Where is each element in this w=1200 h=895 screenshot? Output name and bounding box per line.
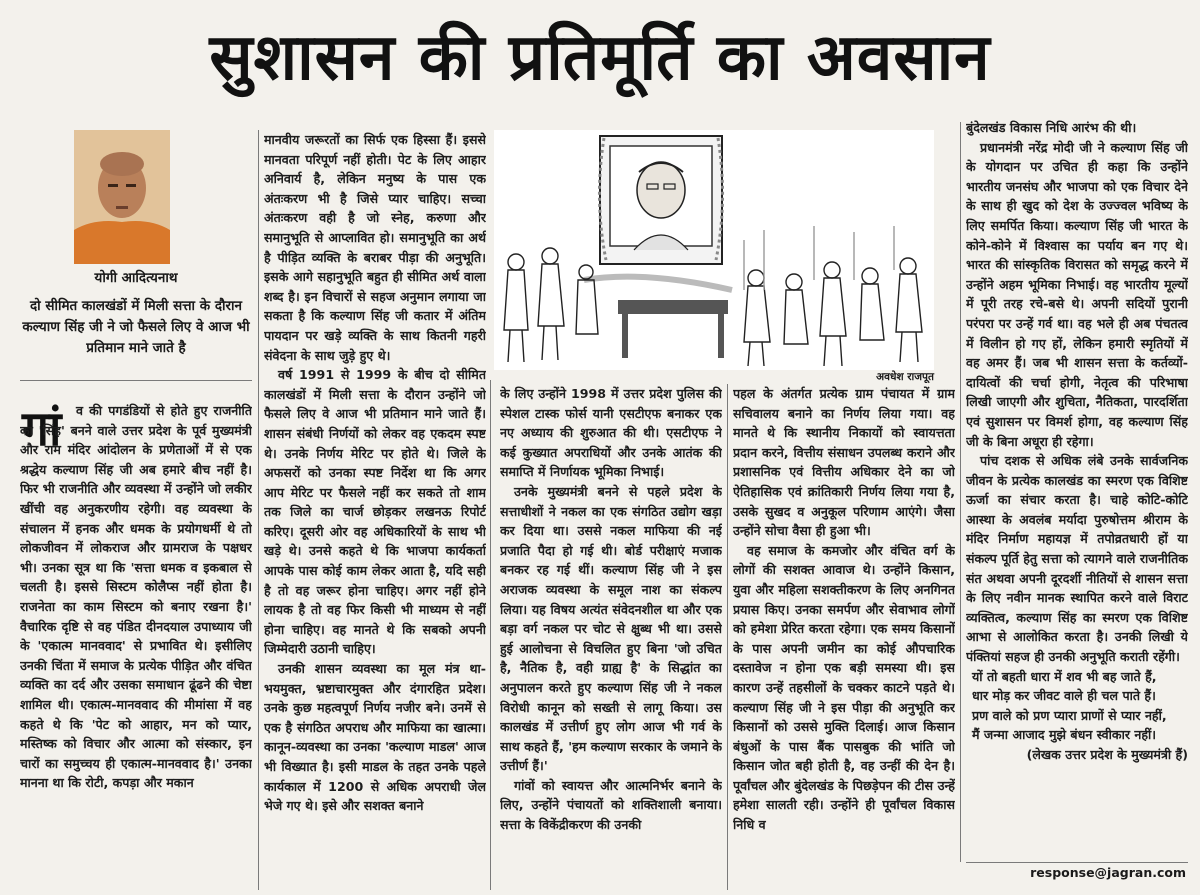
poem-line-3: प्रण वाले को प्रण प्यारा प्राणों से प्यार नहीं, xyxy=(972,707,1167,723)
illustration-credit: अवधेश राजपूत xyxy=(876,371,934,383)
column-5 xyxy=(966,118,1188,862)
col5-para-1: बुंदेलखंड विकास निधि आरंभ की थी। xyxy=(966,120,1137,135)
headline: सुशासन की प्रतिमूर्ति का अवसान xyxy=(209,21,991,95)
drop-cap: गां xyxy=(22,401,62,457)
poem-line-4: मैं जन्मा आजाद मुझे बंधन स्वीकार नहीं। xyxy=(972,727,1157,743)
col4-para-2: वह समाज के कमजोर और वंचित वर्ग के लोगों की सशक्त आवाज थे। उन्होंने किसान, युवा और महिला सशक्तीकरण के लिए अनगिनत प्रयास किए। उनका समर्पण और सेवाभाव लोगों को हमेशा प्रेरित करता रहेगा। एक समय किसानों के पास अपनी जमीन का कोई औपचारिक दस्तावेज न होना एक बड़ी समस्या थी। इस कारण उन्हें तहसीलों के चक्कर काटने पड़ते थे। कल्याण सिंह जी ने इस पीड़ा की अनुभूति कर किसानों को उससे मुक्ति दिलाई। आज किसान बंधुओं के पास बैंक पासबुक की भांति जो किसान जोत बही होती है, वह उन्हीं की देन है। पूर्वांचल और बुंदेलखंड के पिछड़ेपन की टीस उन्हें हमेशा सालती रही। उन्होंने ही पूर्वांचल विकास निधि व xyxy=(733,542,955,833)
response-email-link[interactable]: response@jagran.com xyxy=(1030,865,1186,880)
col1-para-1: व की पगडंडियों से होते हुए राजनीति का 'सिंह' बनने वाले उत्तर प्रदेश के पूर्व मुख्यमंत्री और राम मंदिर आंदोलन के प्रणेताओं में से एक श्रद्धेय कल्याण सिंह जी अब हमारे बीच नहीं है। फिर भी राजनीति और व्यवस्था में उन्होंने जो लकीर खींची वह अनुकरणीय रहेगी। वह व्यवस्था के संचालन में हनक और धमक के प्रयोगधर्मी थे तो लोकजीवन में लोकराज और ग्रामराज के पक्षधर भी। उनका सूत्र था कि 'सत्ता धमक व इकबाल से चलती है। इससे सिस्टम कोलैप्स नहीं होता है। राजनेता का काम सिस्टम को बनाए रखना है।' वैचारिक दृष्टि से वह पंडित दीनदयाल उपाध्याय जी के 'एकात्म मानववाद' से प्रभावित थे। इसीलिए उनकी चिंता में समाज के प्रत्येक पीड़ित और वंचित व्यक्ति का दर्द और उसका समाधान ढूंढने की चेष्टा शामिल थी। एकात्म-मानववाद की मीमांसा में वह कहते थे कि 'पेट को आहार, मन को प्यार, मस्तिष्क को विचार और आत्मा को संस्कार, इन चारों का समुच्चय ही एकात्म-मानववाद है।' उनका मानना था कि रोटी, कपड़ा और मकान xyxy=(20,403,252,791)
col2-para-2: वर्ष 1991 से 1999 के बीच दो सीमित कालखंडों में मिली सत्ता के दौरान उन्होंने जो फैसले लिए वे आज भी प्रतिमान माने जाते हैं। शासन संबंधी निर्णयों को लेकर वह एकदम स्पष्ट थे। उनके निर्णय मेरिट पर होते थे। जिले के अफसरों को उनका स्पष्ट निर्देश था कि अगर आप मेरिट पर फैसले नहीं कर सकते तो शाम तक जिले का चार्ज छोड़कर लखनऊ रिपोर्ट करिए। दूसरी ओर वह अधिकारियों के साथ भी खड़े थे। उनसे कहते थे कि भाजपा कार्यकर्ता आपके पास कोई काम लेकर आता है, यदि सही है तो वह जरूर होना चाहिए। अगर नहीं होने लायक है तो वह फिर किसी भी माध्यम से नहीं होना चाहिए। वह मानते थे कि सबको अपनी जिम्मेदारी उठानी चाहिए। xyxy=(264,367,486,657)
col3-para-1: के लिए उन्होंने 1998 में उत्तर प्रदेश पुलिस की स्पेशल टास्क फोर्स यानी एसटीएफ बनाकर एक नए अध्याय की शुरुआत की थी। एसटीएफ ने कई कुख्यात अपराधियों और उनके आतंक की समाप्ति में निर्णायक भूमिका निभाई। xyxy=(500,386,722,480)
col5-para-3: पांच दशक से अधिक लंबे उनके सार्वजनिक जीवन के प्रत्येक कालखंड का स्मरण एक विशिष्ट ऊर्जा का संचार करता है। चाहे कोटि-कोटि आस्था के अवलंब मर्यादा पुरुषोत्तम श्रीराम के मंदिर निर्माण महायज्ञ में तपोव्रतधारी हों या संकल्प पूर्ति हेतु सत्ता को त्यागने वाले राजनीतिक संत अथवा अपनी दूरदर्शी नीतियों से शासन सत्ता के लिए नवीन मानक स्थापित करने वाले विराट व्यक्तित्व, कल्याण सिंह का स्मरण एक विशिष्ट आभा से आलोकित करता है। उनकी लिखी ये पंक्तियां सहज ही उनकी अनुभूति कराती रहेंगी। xyxy=(966,453,1188,665)
column-4 xyxy=(733,384,955,892)
col3-para-2: उनके मुख्यमंत्री बनने से पहले प्रदेश के सत्ताधीशों ने नकल का एक संगठित उद्योग खड़ा कर दिया था। उससे नकल माफिया की नई प्रजाति पैदा हो गई थी। बोर्ड परीक्षाएं मजाक बनकर रह गई थीं। कल्याण सिंह जी ने इस अराजक व्यवस्था के समूल नाश का संकल्प लिया। यह विषय अत्यंत संवेदनशील था और एक बड़ा वर्ग नकल पर चोट से क्षुब्ध भी था। उससे हुई आलोचना से विचलित हुए बिना 'जो उचित है, नैतिक है, वही ग्राह्य है' के सिद्धांत का अनुपालन करते हुए कल्याण सिंह जी ने नकल विरोधी कानून को सख्ती से लागू किया। उस कालखंड में उत्तीर्ण हुए लोग आज भी गर्व के साथ कहते हैं, 'हम कल्याण सरकार के जमाने के उत्तीर्ण हैं।' xyxy=(500,483,722,774)
column-divider xyxy=(960,122,961,862)
poem-line-2: धार मोड़ कर जीवट वाले ही चल पाते हैं। xyxy=(972,688,1156,704)
strap-divider xyxy=(20,380,252,381)
column-divider xyxy=(490,380,491,890)
poem-line-1: यों तो बहती धारा में शव भी बह जाते हैं, xyxy=(972,668,1157,684)
col4-para-1: पहल के अंतर्गत प्रत्येक ग्राम पंचायत में ग्राम सचिवालय बनाने का निर्णय लिया गया। वह मानते थे कि स्थानीय निकायों को स्वायत्तता प्रदान करने, वित्तीय संसाधन उपलब्ध कराने और प्रशासनिक एवं वित्तीय अधिकार देने का जो ऐतिहासिक एवं क्रांतिकारी निर्णय लिया गया है, उसके सुखद व अनुकूल परिणाम आएंगे। जैसा उन्होंने सोचा वैसा ही हुआ भी। xyxy=(733,386,955,539)
column-divider xyxy=(727,384,728,890)
col3-para-3: गांवों को स्वायत्त और आत्मनिर्भर बनाने के लिए, उन्होंने पंचायतों को शक्तिशाली बनाया। सत्ता के विकेंद्रीकरण की उनकी xyxy=(500,777,722,833)
tribute-cartoon-icon xyxy=(494,130,934,370)
author-note: (लेखक उत्तर प्रदेश के मुख्यमंत्री हैं) xyxy=(1026,747,1188,762)
column-3 xyxy=(500,384,722,892)
author-photo xyxy=(74,130,170,264)
author-portrait-icon xyxy=(74,130,170,264)
article-strap: दो सीमित कालखंडों में मिली सत्ता के दौरान कल्याण सिंह जी ने जो फैसले लिए वे आज भी प्रतिमान माने जाते है xyxy=(22,298,250,356)
column-divider xyxy=(258,130,259,890)
col2-para-1: मानवीय जरूरतों का सिर्फ एक हिस्सा हैं। इससे मानवता परिपूर्ण नहीं होती। पेट के लिए आहार अनिवार्य है, लेकिन मनुष्य के पास एक अंतःकरण भी है जिसे प्यार चाहिए। सच्चा अंतःकरण वही है जो स्नेह, करुणा और समानुभूति से आप्लावित हो। समानुभूति का अर्थ है पीड़ित व्यक्ति के बराबर पीड़ा की अनुभूति। इसके आगे सहानुभूति बहुत ही सीमित अर्थ वाला शब्द है। इन विचारों से सहज अनुमान लगाया जा सकता है कि कल्याण सिंह जी कतार में अंतिम पायदान पर खड़े व्यक्ति के साथ कितनी गहरी संवेदना के साथ जुड़े हुए थे। xyxy=(264,132,486,363)
footer-divider xyxy=(966,862,1188,863)
column-1 xyxy=(20,401,252,891)
column-2 xyxy=(264,130,486,892)
col5-para-2: प्रधानमंत्री नरेंद्र मोदी जी ने कल्याण सिंह जी के योगदान पर उचित ही कहा कि उन्होंने भारतीय जनसंघ और भाजपा को एक विचार देने के साथ ही खुद को देश के उज्ज्वल भविष्य के लिए समर्पित किया। कल्याण सिंह जी भारत के कोने-कोने में विश्वास का पर्याय बन गए थे। भारत की सांस्कृतिक विरासत को समृद्ध करने में उन्होंने अहम भूमिका निभाई। वह भारतीय मूल्यों में पूरी तरह रचे-बसे थे। अपनी सदियों पुरानी परंपरा पर उन्हें गर्व था। वह भले ही अब पंचतत्व में विलीन हो गए हों, लेकिन हमारी स्मृतियों में वह अमर हैं। जब भी शासन सत्ता के कर्तव्यों-दायित्वों की चर्चा होगी, नेतृत्व की परिभाषा लिखी जाएगी और शुचिता, नैतिकता, पारदर्शिता एवं सुशासन पर विमर्श होगा, वह कल्याण सिंह जी के बिना अधूरा ही रहेगा। xyxy=(966,139,1188,449)
cartoon-illustration xyxy=(494,130,934,370)
author-name: योगी आदित्यनाथ xyxy=(94,270,178,286)
col2-para-3: उनकी शासन व्यवस्था का मूल मंत्र था-भयमुक्त, भ्रष्टाचारमुक्त और दंगारहित प्रदेश। उनके कुछ महत्वपूर्ण निर्णय नजीर बने। उनमें से एक है संगठित अपराध और माफिया का खात्मा। कानून-व्यवस्था का उनका 'कल्याण माडल' आज भी विख्यात है। इसी माडल के तहत उनके पहले कार्यकाल में 1200 से अधिक अपराधी जेल भेजे गए थे। इसे और सशक्त बनाने xyxy=(264,661,486,814)
